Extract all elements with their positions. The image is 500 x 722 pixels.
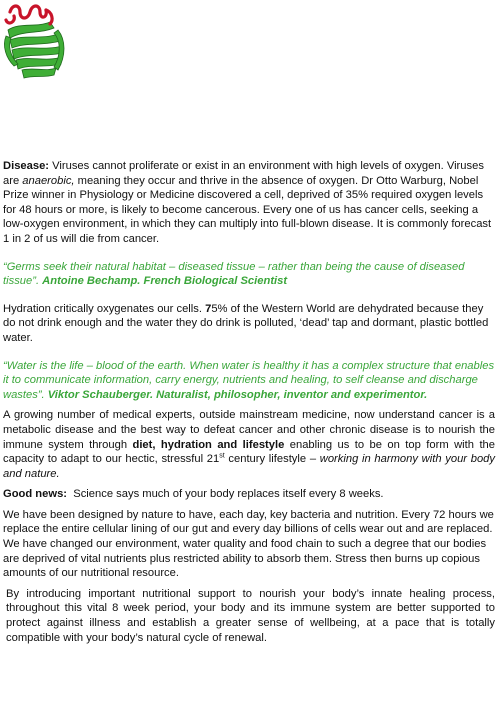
disease-label: Disease:	[3, 160, 50, 172]
nutrition-paragraph: By introducing important nutritional support to nourish your body’s innate healing process, throughout this vital 8 week period, your body and its immune system are better supported to protect against illness and establish a greater sense of wellbeing, at a pace that is totally compatible with your body’s natural cycle of renewal.	[6, 587, 495, 644]
protein-ribbon-icon	[0, 0, 74, 84]
nature-paragraph: We have been designed by nature to have, each day, key bacteria and nutrition. Every 72 hours we replace the entire cellular lining of our gut and every day billions of cells wear out and are replaced. We have changed our environment, water quality and food chain to such a degree that our bodies are deprived of vital nutrients plus restricted ability to absorb them. Stress then burns up copious amounts of our nutritional resource.	[3, 508, 494, 580]
document-body	[3, 159, 495, 645]
good-news-label: Good news:	[3, 488, 68, 501]
good-news-paragraph: Good news: Science says much of your body replaces itself every 8 weeks.	[3, 488, 384, 501]
schauberger-quote: “Water is the life – blood of the earth. When water is healthy it has a complex structure that enables it to communicate information, carry energy, nutrients and healing, to self cleanse and discharge wastes”. Viktor Schauberger. Naturalist, philosopher, inventor and experimentor.	[3, 359, 495, 401]
beta-sheet-ribbons	[4, 22, 64, 78]
bechamp-author: Antoine Bechamp. French Biological Scientist	[42, 275, 288, 288]
hydration-paragraph: Hydration critically oxygenates our cells. 75% of the Western World are dehydrated because they do not drink enough and the water they do drink is polluted, ‘dead’ tap and dormant, plastic bottled water.	[3, 302, 489, 344]
bechamp-quote: “Germs seek their natural habitat – diseased tissue – rather than being the cause of diseased tissue”. Antoine Bechamp. French Biological Scientist	[3, 260, 465, 288]
alpha-helix	[6, 6, 52, 24]
metabolic-paragraph: A growing number of medical experts, outside mainstream medicine, now understand cancer is a metabolic disease and the best way to defeat cancer and other chronic disease is to nourish the immune system through diet, hydration and lifestyle enabling us to be on top form with the capacity to adapt to our hectic, stressful 21st century lifestyle – working in harmony with your body and nature.	[3, 409, 495, 480]
schauberger-author: Viktor Schauberger. Naturalist, philosopher, inventor and experimentor.	[47, 388, 428, 401]
disease-paragraph: Disease: Viruses cannot proliferate or exist in an environment with high levels of oxygen. Viruses are anaerobic, meaning they occur and thrive in the absence of oxygen. Dr Otto Warburg, Nobel Prize winner in Physiology or Medicine discovered a cell, deprived of 35% required oxygen levels for 48 hours or more, is likely to become cancerous. Every one of us has cancer cells, seeking a low-oxygen environment, in which they can multiply into full-blown disease. It is commonly forecast 1 in 2 of us will die from cancer.	[3, 160, 492, 245]
